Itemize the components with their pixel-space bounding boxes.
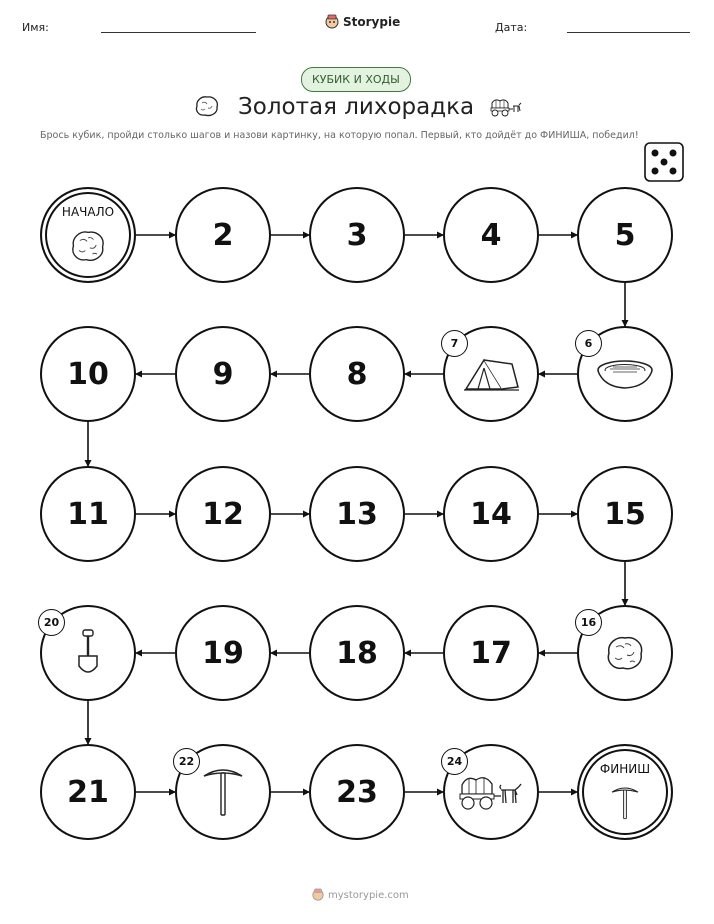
board-cell-7 [443, 326, 539, 422]
cell-number: 12 [202, 496, 244, 532]
shovel-icon [74, 628, 102, 678]
cell-number: 21 [67, 774, 109, 810]
cell-number: 5 [614, 217, 636, 253]
board-cell-3 [309, 187, 405, 283]
board-cell-13 [309, 466, 405, 562]
cell-number: 23 [336, 774, 378, 810]
finish-cell [577, 744, 673, 840]
board-cell-12 [175, 466, 271, 562]
cell-number-badge: 16 [575, 609, 602, 636]
cell-number-badge: 20 [38, 609, 65, 636]
gold-nugget-icon [603, 633, 647, 673]
page-title: Золотая лихорадка [238, 94, 475, 120]
cell-number: 15 [604, 496, 646, 532]
board-cell-19 [175, 605, 271, 701]
pickaxe-icon [201, 766, 245, 818]
brand-name: Storypie [343, 15, 401, 29]
cell-number-badge: 6 [575, 330, 602, 357]
cell-number: 13 [336, 496, 378, 532]
board-cell-11 [40, 466, 136, 562]
board-cell-20 [40, 605, 136, 701]
footer [312, 888, 409, 902]
cell-number-badge: 24 [441, 748, 468, 775]
board-cell-21 [40, 744, 136, 840]
pickaxe-icon [610, 785, 640, 821]
footer-url: mystorypie.com [328, 889, 409, 901]
cell-number: 8 [346, 356, 368, 392]
cell-number: 14 [470, 496, 512, 532]
board-cell-24 [443, 744, 539, 840]
name-label: Имя: [22, 21, 49, 34]
date-label: Дата: [495, 21, 528, 34]
board-cell-15 [577, 466, 673, 562]
finish-label: ФИНИШ [599, 762, 651, 776]
board-cell-18 [309, 605, 405, 701]
cell-number: 2 [212, 217, 234, 253]
start-cell [40, 187, 136, 283]
board-cell-17 [443, 605, 539, 701]
gold-pan-icon [596, 357, 654, 391]
cell-number: 3 [346, 217, 368, 253]
instructions: Брось кубик, пройди столько шагов и назови картинку, на которую попал. Первый, кто дойдёт до ФИНИША, победил! [40, 130, 639, 141]
board-cell-23 [309, 744, 405, 840]
category-badge: КУБИК И ХОДЫ [301, 67, 411, 92]
board-cell-16 [577, 605, 673, 701]
cell-number: 9 [212, 356, 234, 392]
cell-number-badge: 22 [173, 748, 200, 775]
board-cell-6 [577, 326, 673, 422]
cell-number: 18 [336, 635, 378, 671]
mascot-icon [312, 888, 324, 902]
board-cell-14 [443, 466, 539, 562]
cell-number-badge: 7 [441, 330, 468, 357]
board-cell-8 [309, 326, 405, 422]
board-cell-22 [175, 744, 271, 840]
cell-number: 19 [202, 635, 244, 671]
board-cell-5 [577, 187, 673, 283]
start-label: НАЧАЛО [61, 205, 115, 219]
board-cell-10 [40, 326, 136, 422]
board-cell-4 [443, 187, 539, 283]
cell-number: 10 [67, 356, 109, 392]
cell-number: 4 [480, 217, 502, 253]
cell-number: 11 [67, 496, 109, 532]
covered-wagon-icon [459, 773, 523, 811]
tent-icon [462, 354, 520, 394]
board-cell-9 [175, 326, 271, 422]
gold-nugget-icon [68, 226, 108, 266]
cell-number: 17 [470, 635, 512, 671]
board-cell-2 [175, 187, 271, 283]
